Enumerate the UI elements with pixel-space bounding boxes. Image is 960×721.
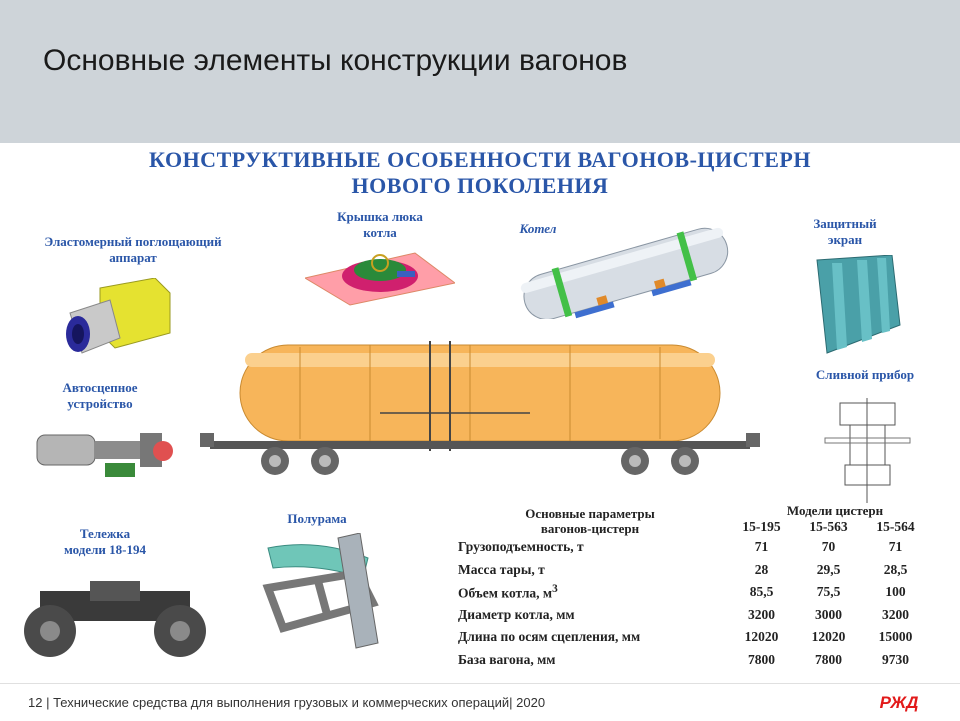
model-3: 15-564 <box>876 519 915 534</box>
params-table <box>458 518 929 671</box>
table-row: База вагона, мм 7800 7800 9730 <box>458 651 909 667</box>
coupler-label: Автосцепное устройство <box>62 380 138 411</box>
boiler-image <box>510 221 740 319</box>
hatch-image <box>305 243 455 308</box>
screen-label: Защитный экран <box>813 216 877 247</box>
bogie-image <box>10 561 220 661</box>
coupler-image <box>35 425 175 485</box>
drain-label: Сливной прибор <box>815 367 915 382</box>
bogie-label: Тележка модели 18-194 <box>63 526 147 557</box>
footer-caption: | Технические средства для выполнения грузовых и коммерческих операций| 2020 <box>46 695 546 710</box>
poster <box>0 143 960 683</box>
absorber-image <box>60 278 175 358</box>
tank-car-image <box>200 333 760 483</box>
page-number: 12 <box>28 695 43 710</box>
footer-text <box>28 695 545 710</box>
screen-image <box>812 255 902 357</box>
poster-title <box>0 147 960 199</box>
halfframe-label: Полурама <box>287 511 347 526</box>
table-row: Диаметр котла, мм 3200 3000 3200 <box>458 606 909 622</box>
absorber-label: Эластомерный поглощающий аппарат <box>44 234 222 265</box>
model-2: 15-563 <box>809 519 848 534</box>
slide-title: Основные элементы конструкции вагонов <box>43 44 628 77</box>
logo-text: РЖД <box>879 693 919 712</box>
hatch-label: Крышка люка котла <box>337 209 423 240</box>
poster-title-line2: НОВОГО ПОКОЛЕНИЯ <box>351 173 609 198</box>
params-title: Основные параметры вагонов-цистерн <box>525 506 655 536</box>
models-row <box>458 518 929 536</box>
table-row: Масса тары, т 28 29,5 28,5 <box>458 561 908 577</box>
table-row: Длина по осям сцепления, мм 12020 12020 15000 <box>458 629 913 645</box>
slide-header <box>0 0 960 143</box>
slide-footer <box>0 683 960 721</box>
rzd-logo <box>876 689 922 715</box>
boiler-label: Котел <box>519 221 557 236</box>
models-caption: Модели цистерн <box>786 503 884 518</box>
halfframe-image <box>248 533 383 658</box>
poster-title-line1: КОНСТРУКТИВНЫЕ ОСОБЕННОСТИ ВАГОНОВ-ЦИСТЕРН <box>149 147 811 172</box>
model-1: 15-195 <box>742 519 781 534</box>
table-row: Грузоподъемность, т 71 70 71 <box>458 539 903 555</box>
drain-image <box>820 398 915 508</box>
table-row: Объем котла, $м^3$ 85,5 75,5 100 <box>458 583 906 601</box>
